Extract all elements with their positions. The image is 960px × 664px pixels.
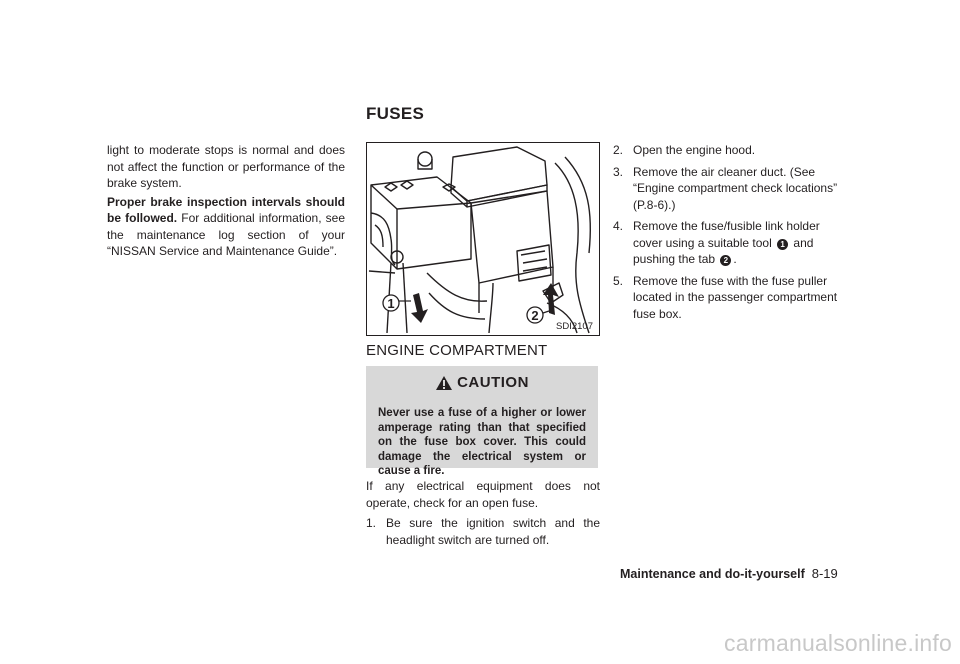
- figure-code: SDI2107: [556, 321, 593, 332]
- paragraph-inspection-rest: For additional information, see the maintenance log section of your “NISSAN Service and Maintenance Guide”.: [107, 211, 345, 258]
- step-5-text: Remove the fuse with the fuse puller located in the passenger compartment fuse box.: [633, 273, 838, 321]
- figure-callout-2: 2: [531, 308, 539, 323]
- step-1: [366, 515, 600, 548]
- warning-triangle-icon: [435, 375, 453, 391]
- paragraph-inspection: [107, 194, 345, 260]
- left-column: [107, 142, 345, 262]
- step-3-text: Remove the air cleaner duct. (See “Engine compartment check locations” (P.8-6).): [633, 164, 838, 212]
- caution-header: [366, 374, 598, 391]
- step-4-number: 4.: [613, 219, 624, 233]
- steps-list-continued: [613, 142, 851, 322]
- step-2-number: 2.: [613, 143, 624, 157]
- step-1-text: Be sure the ignition switch and the headlight switch are turned off.: [386, 516, 600, 547]
- paragraph-brake-stops: light to moderate stops is normal and does not affect the function or performance of the brake system.: [107, 143, 345, 190]
- step-1-number: 1.: [366, 516, 377, 530]
- step-2-text: Open the engine hood.: [633, 143, 756, 157]
- right-column: [613, 142, 851, 327]
- subheading: ENGINE COMPARTMENT: [366, 342, 548, 359]
- step-4-text-b: and pushing the tab: [633, 235, 814, 266]
- intro-paragraph: If any electrical equipment does not operate, check for an open fuse.: [366, 479, 600, 510]
- caution-box: [366, 366, 598, 477]
- step-5: [613, 273, 851, 323]
- caution-text: Never use a fuse of a higher or lower amperage rating than that specified on the fuse box cover. This could damage the electrical system or cause a fire.: [378, 407, 586, 477]
- step-2: [613, 142, 851, 159]
- steps-list-start: [366, 515, 600, 548]
- caution-heading: CAUTION: [457, 374, 529, 391]
- callout-2-badge: 2: [720, 255, 731, 266]
- step-3-number: 3.: [613, 164, 624, 179]
- engine-compartment-illustration: [367, 143, 599, 335]
- step-5-number: 5.: [613, 273, 624, 288]
- engine-fuse-figure: [366, 142, 600, 336]
- figure-callout-1: 1: [387, 296, 395, 311]
- page-number: 8-19: [811, 566, 838, 581]
- step-4-text-end: .: [733, 252, 737, 266]
- step-4: [613, 218, 851, 268]
- section-title: FUSES: [366, 104, 425, 123]
- middle-column-text: [366, 478, 600, 553]
- watermark: carmanualsonline.info: [724, 630, 952, 656]
- bold-lead-text: Proper brake inspection intervals should be followed.: [107, 194, 345, 225]
- step-3: [613, 164, 851, 214]
- step-4-text-a: Remove the fuse/fusible link holder cover using a suitable tool: [633, 219, 820, 250]
- chapter-title: Maintenance and do-it-yourself: [620, 567, 805, 581]
- page-footer: [620, 566, 838, 581]
- callout-1-badge: 1: [777, 239, 788, 250]
